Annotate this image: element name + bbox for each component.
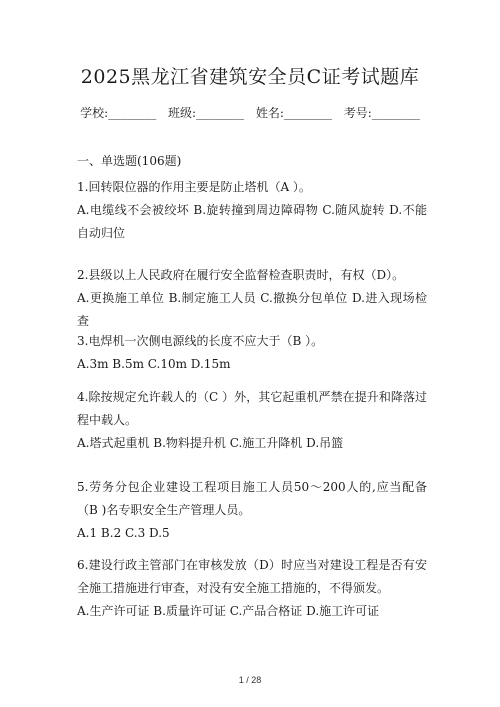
question-options: A.生产许可证 B.质量许可证 C.产品合格证 D.施工许可证	[77, 604, 380, 618]
question-3	[77, 330, 427, 376]
section-heading: 一、单选题(106题)	[77, 154, 182, 168]
question-options: A.1 B.2 C.3 D.5	[77, 526, 170, 540]
question-options: A.电缆线不会被绞坏 B.旋转撞到周边障碍物 C.随风旋转 D.不能自动归位	[77, 203, 427, 240]
question-stem: 1.回转限位器的作用主要是防止塔机（A ）。	[77, 180, 311, 194]
question-6	[77, 554, 427, 623]
question-stem: 4.除按规定允许载人的（C ）外，其它起重机严禁在提升和降落过程中载人。	[77, 390, 427, 427]
question-stem: 3.电焊机一次侧电源线的长度不应大于（B ）。	[77, 334, 324, 348]
question-options: A.3m B.5m C.10m D.15m	[77, 357, 231, 371]
question-2	[77, 264, 427, 333]
student-info-line	[0, 104, 500, 121]
document-title: 2025黑龙江省建筑安全员C证考试题库	[80, 66, 420, 88]
number-field: 考号:________	[343, 106, 420, 120]
question-1	[77, 176, 427, 245]
question-options: A.更换施工单位 B.制定施工人员 C.撤换分包单位 D.进入现场检查	[77, 291, 427, 328]
question-4	[77, 386, 427, 455]
question-stem: 2.县级以上人民政府在履行安全监督检查职责时，有权（D）。	[77, 268, 405, 282]
name-field: 姓名:________	[255, 106, 332, 120]
question-stem: 6.建设行政主管部门在审核发放（D）时应当对建设工程是否有安全施工措施进行审查，对没有安全施工措施的，不得颁发。	[77, 558, 427, 595]
school-field: 学校:________	[80, 106, 157, 120]
question-options: A.塔式起重机 B.物料提升机 C.施工升降机 D.吊篮	[77, 436, 344, 450]
page-number: 1 / 28	[238, 675, 262, 685]
question-stem: 5.劳务分包企业建设工程项目施工人员50～200人的,应当配备（B )名专职安全生产管理人员。	[77, 480, 427, 517]
class-field: 班级:________	[168, 106, 245, 120]
question-5	[77, 476, 427, 545]
